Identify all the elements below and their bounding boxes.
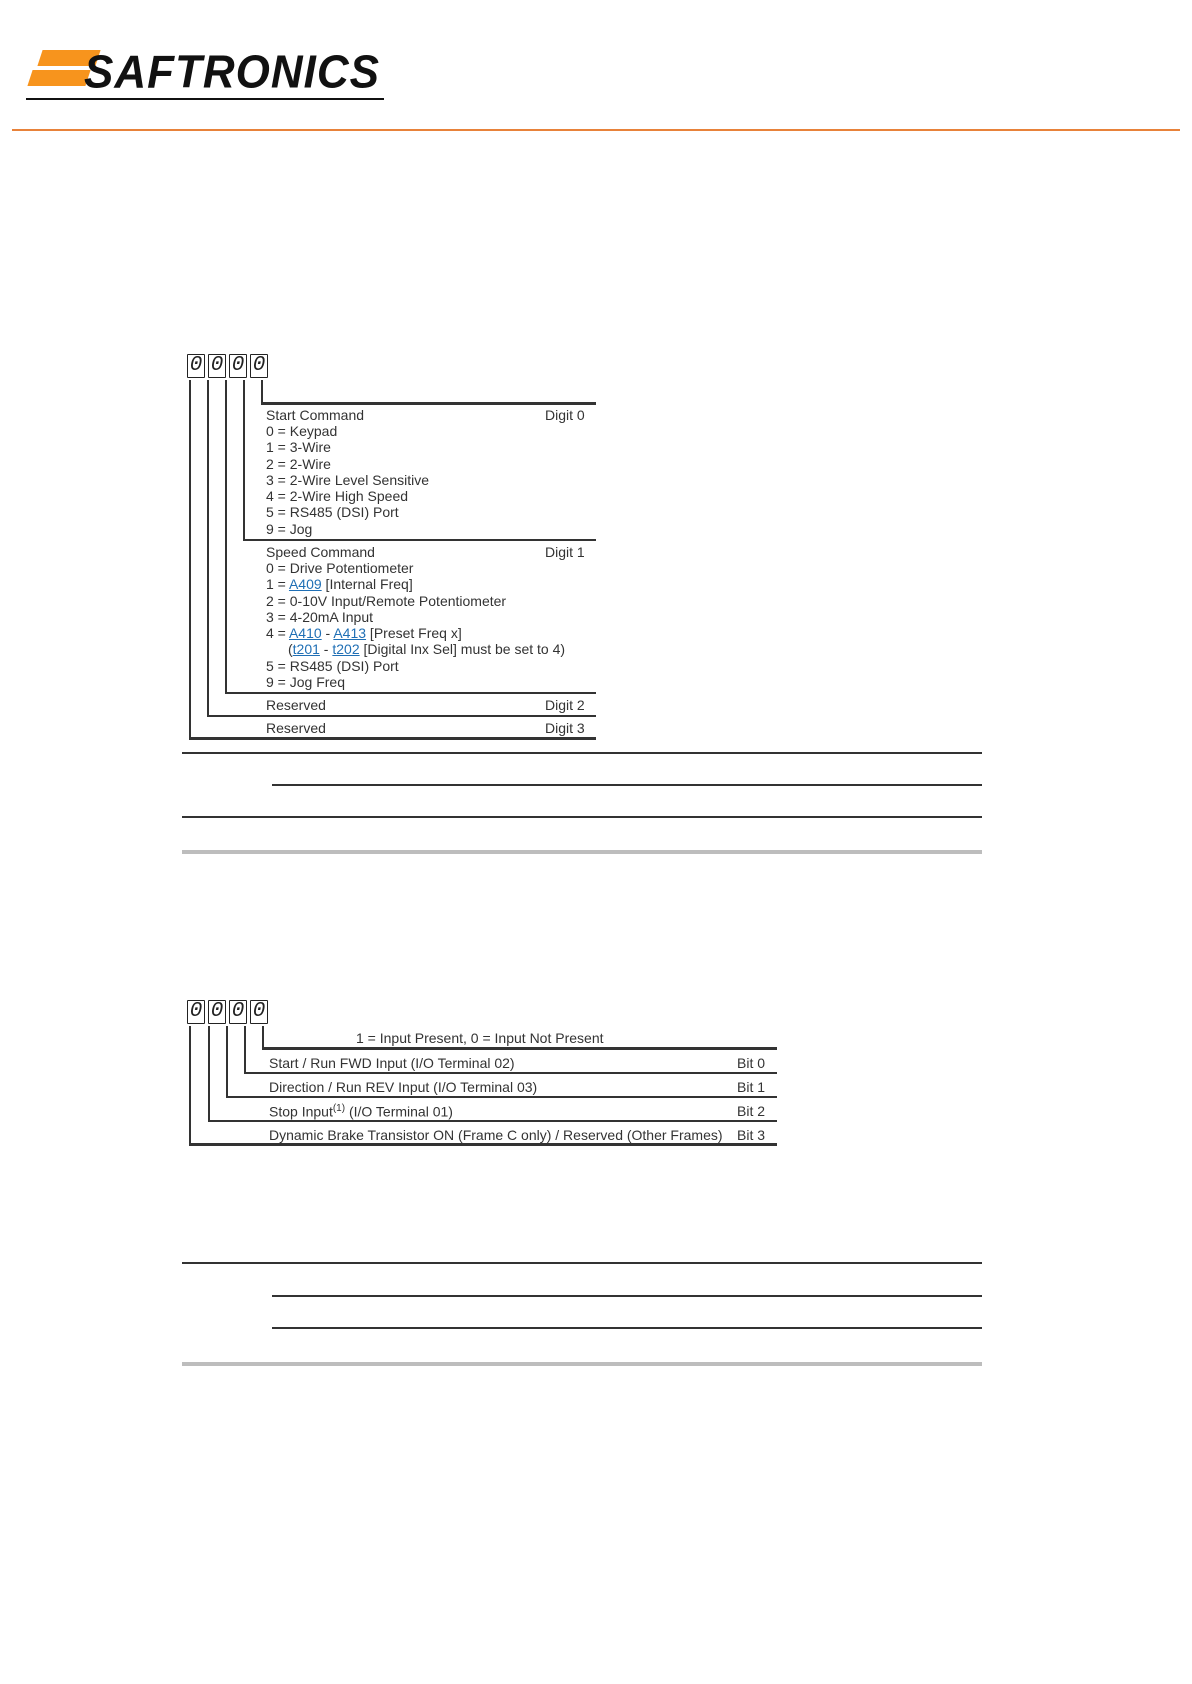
lcd-digit-2: 0 [208,354,226,378]
list-item: 2 = 0-10V Input/Remote Potentiometer [266,592,507,609]
list-item: 0 = Drive Potentiometer [266,560,414,576]
bit0-tag: Bit 0 [737,1055,766,1071]
list-item: (t201 - t202 [Digital Inx Sel] must be set to 4) [288,641,566,658]
link-t202[interactable]: t202 [332,641,360,658]
speed-command-title: Speed Command [266,544,375,560]
table-rule [182,816,982,818]
bit0-label: Start / Run FWD Input (I/O Terminal 02) [269,1055,515,1071]
list-item: 3 = 2-Wire Level Sensitive [266,471,430,488]
bit3-tag: Bit 3 [737,1127,766,1143]
list-item: 9 = Jog Freq [266,674,345,691]
link-t201[interactable]: t201 [292,641,320,658]
lcd-digit-3: 0 [187,354,205,378]
bit3-label: Dynamic Brake Transistor ON (Frame C only) / Reserved (Other Frames) [269,1127,723,1143]
header-rule [12,129,1180,131]
table-rule [272,784,982,786]
speed-command-options [266,560,565,690]
digit3-title: Reserved [266,720,326,736]
bit2-tag: Bit 2 [737,1103,766,1119]
lcd-digit-1: 0 [229,1000,247,1024]
digit0-tag: Digit 0 [545,407,585,423]
link-a413[interactable]: A413 [333,625,367,642]
footnote-marker: (1) [332,1103,346,1114]
lcd-digit-0: 0 [250,1000,268,1024]
table-rule [272,1327,982,1329]
list-item: 1 = A409 [Internal Freq] [266,576,413,593]
lcd-digit-1: 0 [229,354,247,378]
bit1-label: Direction / Run REV Input (I/O Terminal 03) [269,1079,538,1095]
logo-wordmark: SAFTRONICS [84,46,380,99]
list-item: 5 = RS485 (DSI) Port [266,657,399,674]
digit3-tag: Digit 3 [545,720,585,736]
bit1-tag: Bit 1 [737,1079,766,1095]
saftronics-logo [26,46,396,104]
section-divider [182,850,982,854]
section-divider [182,1362,982,1366]
digit1-tag: Digit 1 [545,544,585,560]
table-rule [182,752,982,754]
start-command-title: Start Command [266,407,365,423]
link-a410[interactable]: A410 [288,625,322,642]
lcd-digit-2: 0 [208,1000,226,1024]
table-rule [272,1295,982,1297]
list-item: 9 = Jog [266,520,313,537]
bit-legend: 1 = Input Present, 0 = Input Not Present [356,1030,604,1046]
lcd-display [187,1000,268,1024]
list-item: 4 = 2-Wire High Speed [266,488,409,505]
lcd-digit-3: 0 [187,1000,205,1024]
digit2-tag: Digit 2 [545,697,585,713]
bit2-label: Stop Input$^{(1)}$ (I/O Terminal 01) [269,1103,453,1120]
link-a409[interactable]: A409 [288,576,322,593]
list-item: 2 = 2-Wire [266,455,331,472]
list-item: 0 = Keypad [266,423,338,439]
list-item: 5 = RS485 (DSI) Port [266,504,399,521]
list-item: 1 = 3-Wire [266,439,331,456]
list-item: 4 = A410 - A413 [Preset Freq x] [266,625,462,642]
start-command-options [266,423,429,537]
lcd-display [187,354,268,378]
digit2-title: Reserved [266,697,326,713]
table-rule [182,1262,982,1264]
lcd-digit-0: 0 [250,354,268,378]
list-item: 3 = 4-20mA Input [266,608,374,625]
